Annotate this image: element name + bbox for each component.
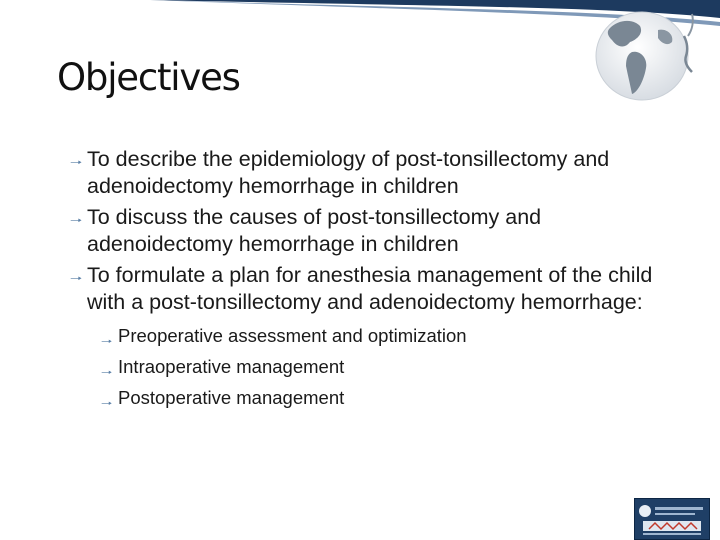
arrow-bullet-icon: 🠒 [101,335,113,350]
sub-list-item [101,320,680,351]
list-item [70,262,680,316]
list-item [70,146,680,200]
list-item [70,204,680,258]
society-logo-icon [634,498,710,540]
list-item-text: To formulate a plan for anesthesia management of the child with a post-tonsillectomy and adenoidectomy hemorrhage: [87,263,653,314]
arrow-bullet-icon: 🠒 [70,271,83,287]
arrow-bullet-icon: 🠒 [101,366,113,381]
arrow-bullet-icon: 🠒 [70,213,83,229]
sub-list-item-text: Postoperative management [118,387,345,408]
globe-icon [588,6,708,108]
sub-list-item [101,382,680,413]
slide-title: Objectives [57,56,240,99]
sub-list-item-text: Intraoperative management [118,356,345,377]
sub-list-item [101,351,680,382]
arrow-bullet-icon: 🠒 [70,155,83,171]
list-item-text: To discuss the causes of post-tonsillectomy and adenoidectomy hemorrhage in children [87,205,542,256]
sub-list-item-text: Preoperative assessment and optimization [118,325,467,346]
arrow-bullet-icon: 🠒 [101,397,113,412]
list-item-text: To describe the epidemiology of post-tonsillectomy and adenoidectomy hemorrhage in children [87,147,610,198]
objectives-list [70,146,680,413]
